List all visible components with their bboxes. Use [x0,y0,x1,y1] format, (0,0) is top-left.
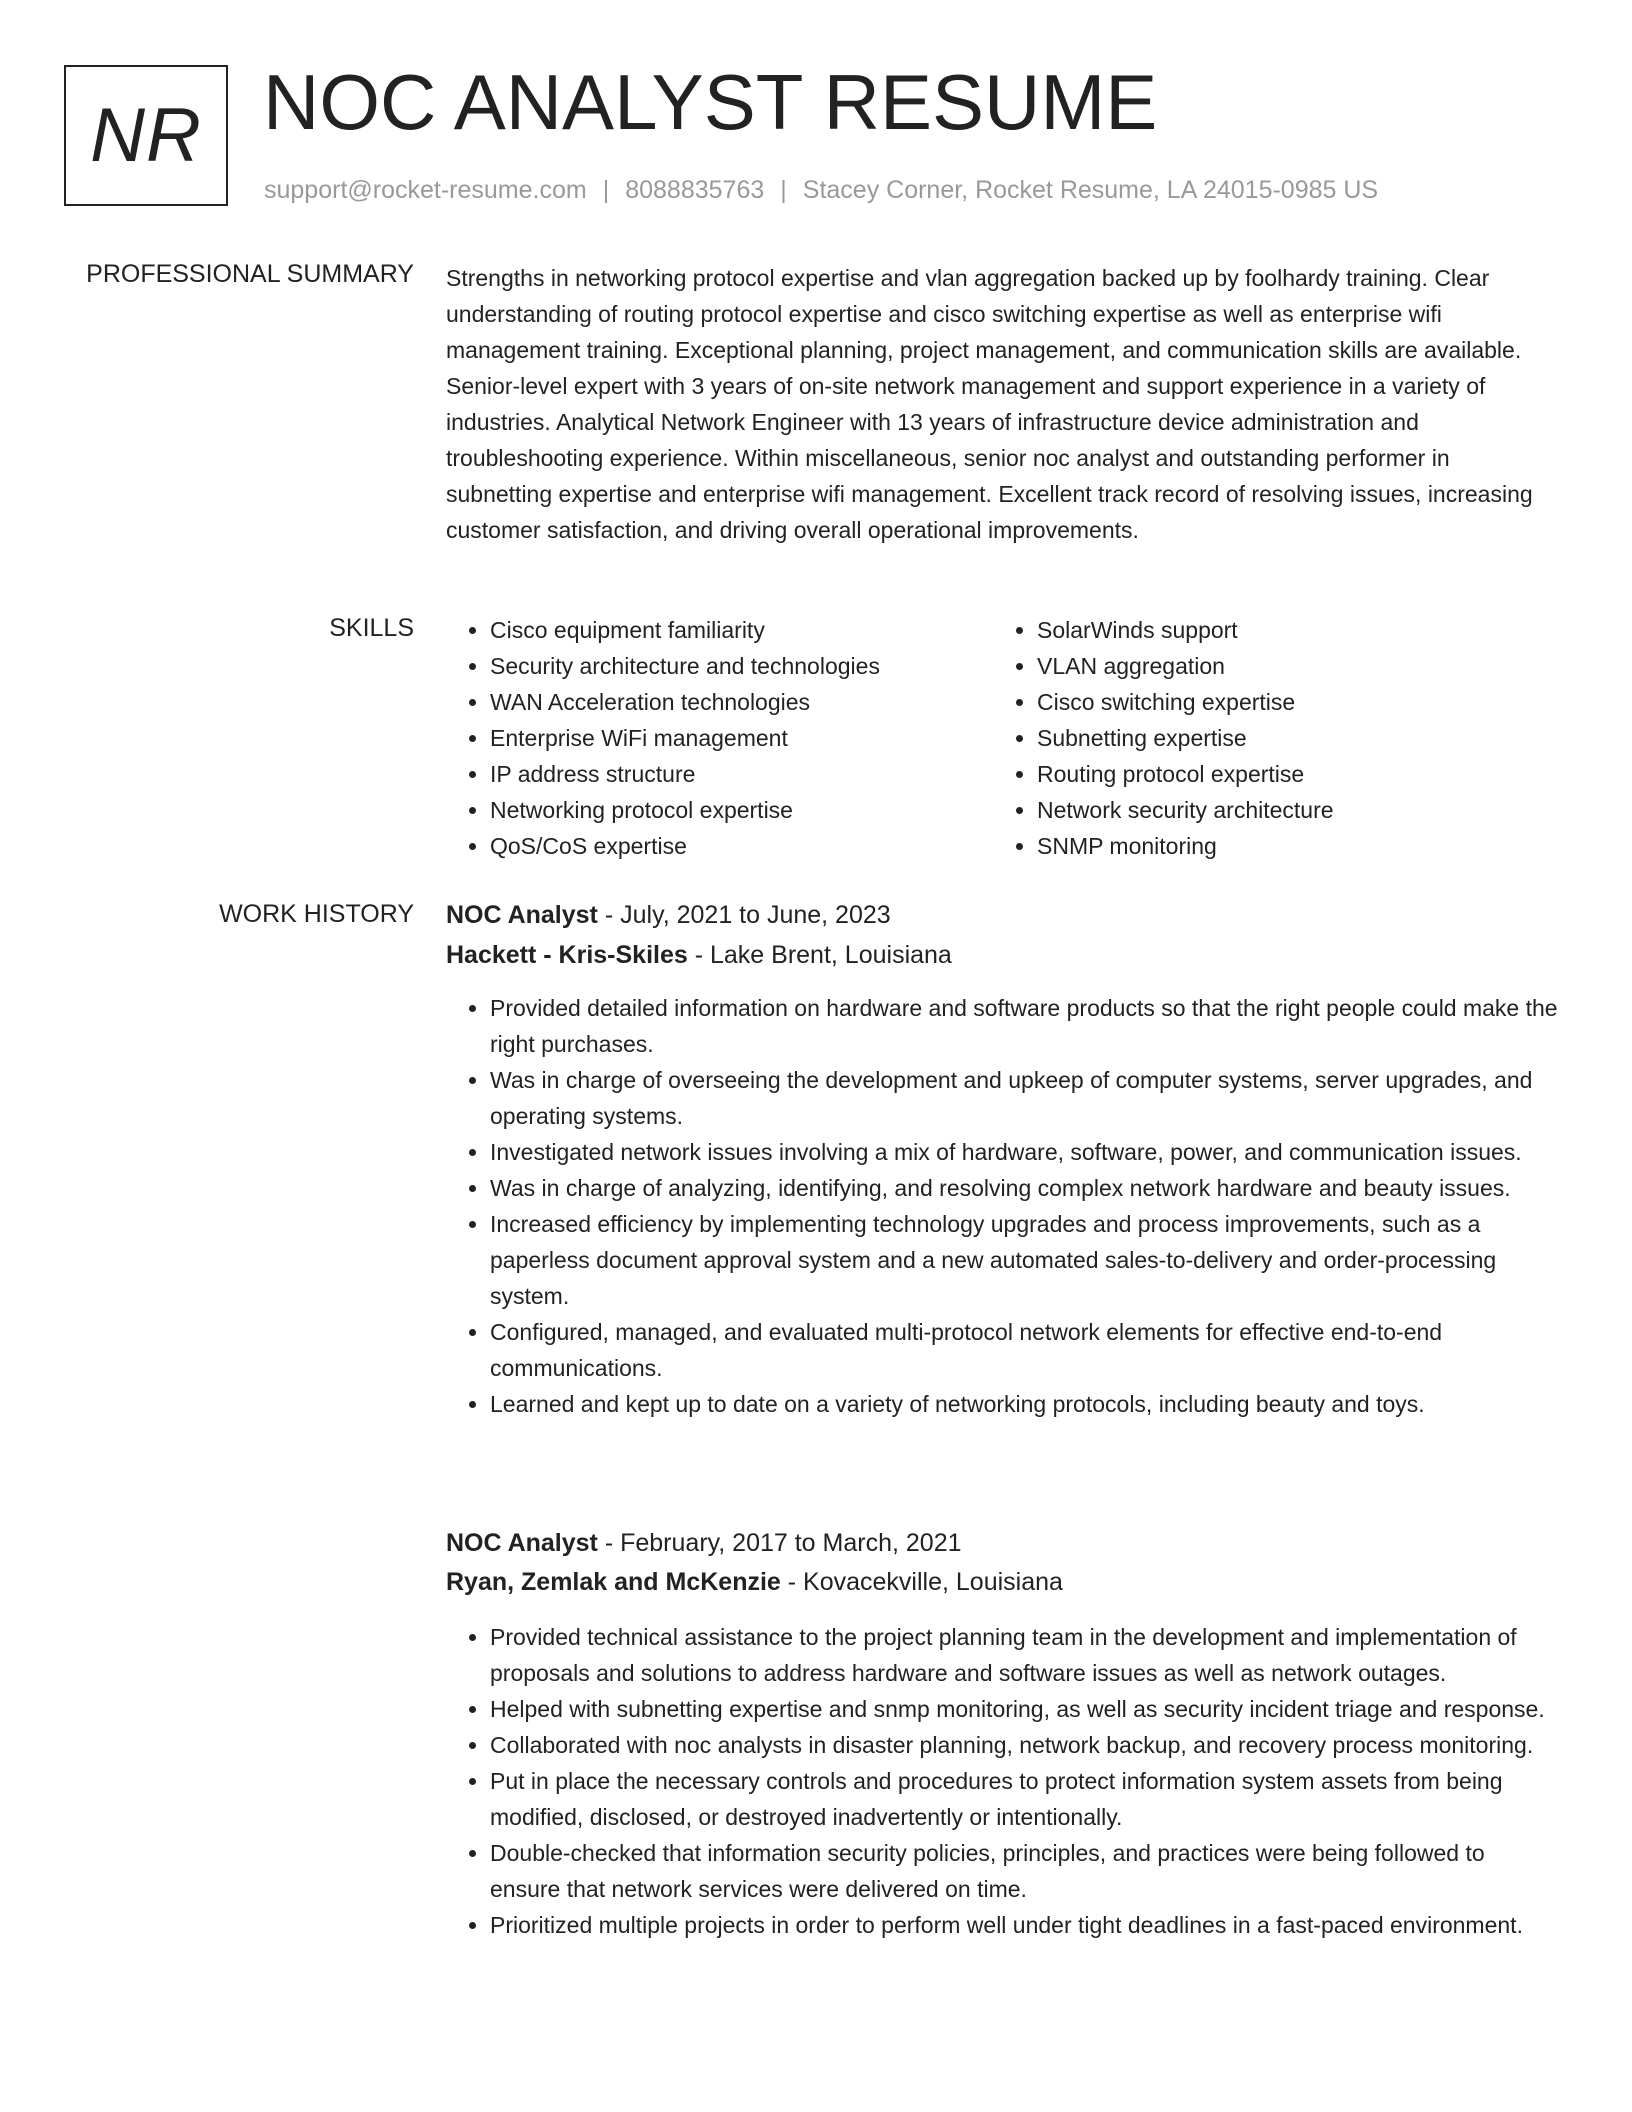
duty-item: • Provided detailed information on hardware and software products so that the right people could make the right purchases. [490,990,1561,1062]
job-company: Hackett - Kris-Skiles [446,941,688,969]
skill-item: • WAN Acceleration technologies [490,684,990,720]
job-location: - Lake Brent, Louisiana [687,941,952,969]
duty-item: • Increased efficiency by implementing technology upgrades and process improvements, such as a paperless document approval system and a new automated sales-to-delivery and order-processing system. [490,1206,1561,1314]
skills-list-left [446,612,990,864]
skill-item: • Cisco equipment familiarity [490,612,990,648]
section-label-skills: SKILLS [329,614,414,642]
duty-item: • Was in charge of overseeing the development and upkeep of computer systems, server upgrades, and operating systems. [490,1062,1561,1134]
job-duties-list [446,990,1561,1422]
job-title: NOC Analyst [446,1529,598,1557]
duty-item: • Collaborated with noc analysts in disaster planning, network backup, and recovery process monitoring. [490,1727,1561,1763]
duty-item: • Prioritized multiple projects in order to perform well under tight deadlines in a fast-paced environment. [490,1907,1561,1943]
job-location: - Kovacekville, Louisiana [780,1568,1063,1596]
duty-item: • Learned and kept up to date on a variety of networking protocols, including beauty and toys. [490,1386,1561,1422]
job-company-line [446,937,952,973]
skill-item: • Subnetting expertise [1037,720,1537,756]
monogram-logo: NR [64,65,228,206]
job-company-line [446,1564,1063,1600]
skill-item: • SolarWinds support [1037,612,1537,648]
duty-item: • Was in charge of analyzing, identifying, and resolving complex network hardware and beauty issues. [490,1170,1561,1206]
contact-separator: | [780,176,787,204]
contact-email: support@rocket-resume.com [264,176,587,204]
duty-item: • Investigated network issues involving a mix of hardware, software, power, and communication issues. [490,1134,1561,1170]
skill-item: • IP address structure [490,756,990,792]
job-title-line [446,897,891,933]
duty-item: • Helped with subnetting expertise and snmp monitoring, as well as security incident triage and response. [490,1691,1561,1727]
contact-phone: 8088835763 [625,176,765,204]
section-label-summary: PROFESSIONAL SUMMARY [86,260,414,288]
skills-list-right [993,612,1537,864]
skill-item: • Networking protocol expertise [490,792,990,828]
skill-item: • Enterprise WiFi management [490,720,990,756]
job-title: NOC Analyst [446,901,598,929]
skill-item: • Routing protocol expertise [1037,756,1537,792]
job-title-line [446,1525,962,1561]
summary-text: Strengths in networking protocol expertise and vlan aggregation backed up by foolhardy training. Clear understanding of routing protocol expertise and cisco switching expertise as well as enterprise wifi management training. Exceptional planning, project management, and communication skills are available. Senior-level expert with 3 years of on-site network management and support experience in a variety of industries. Analytical Network Engineer with 13 years of infrastructure device administration and troubleshooting experience. Within miscellaneous, senior noc analyst and outstanding performer in subnetting expertise and enterprise wifi management. Excellent track record of resolving issues, increasing customer satisfaction, and driving overall operational improvements. [446,265,1533,543]
skill-item: • Network security architecture [1037,792,1537,828]
job-duties-list [446,1619,1561,1943]
contact-line [264,174,1378,206]
skill-item: • Cisco switching expertise [1037,684,1537,720]
contact-separator: | [602,176,610,204]
skill-item: • Security architecture and technologies [490,648,990,684]
job-company: Ryan, Zemlak and McKenzie [446,1568,781,1596]
duty-item: • Put in place the necessary controls and procedures to protect information system assets from being modified, disclosed, or destroyed inadvertently or intentionally. [490,1763,1561,1835]
skill-item: • SNMP monitoring [1037,828,1537,864]
duty-item: • Double-checked that information security policies, principles, and practices were being followed to ensure that network services were delivered on time. [490,1835,1561,1907]
skill-item: • VLAN aggregation [1037,648,1537,684]
section-label-work-history: WORK HISTORY [219,900,414,928]
job-dates: - February, 2017 to March, 2021 [597,1529,962,1557]
job-dates: - July, 2021 to June, 2023 [597,901,891,929]
duty-item: • Configured, managed, and evaluated multi-protocol network elements for effective end-to-end communications. [490,1314,1561,1386]
contact-address: Stacey Corner, Rocket Resume, LA 24015-0985 US [802,176,1379,204]
skill-item: • QoS/CoS expertise [490,828,990,864]
page-title: NOC ANALYST RESUME [263,58,1158,146]
duty-item: • Provided technical assistance to the project planning team in the development and implementation of proposals and solutions to address hardware and software issues as well as network outages. [490,1619,1561,1691]
